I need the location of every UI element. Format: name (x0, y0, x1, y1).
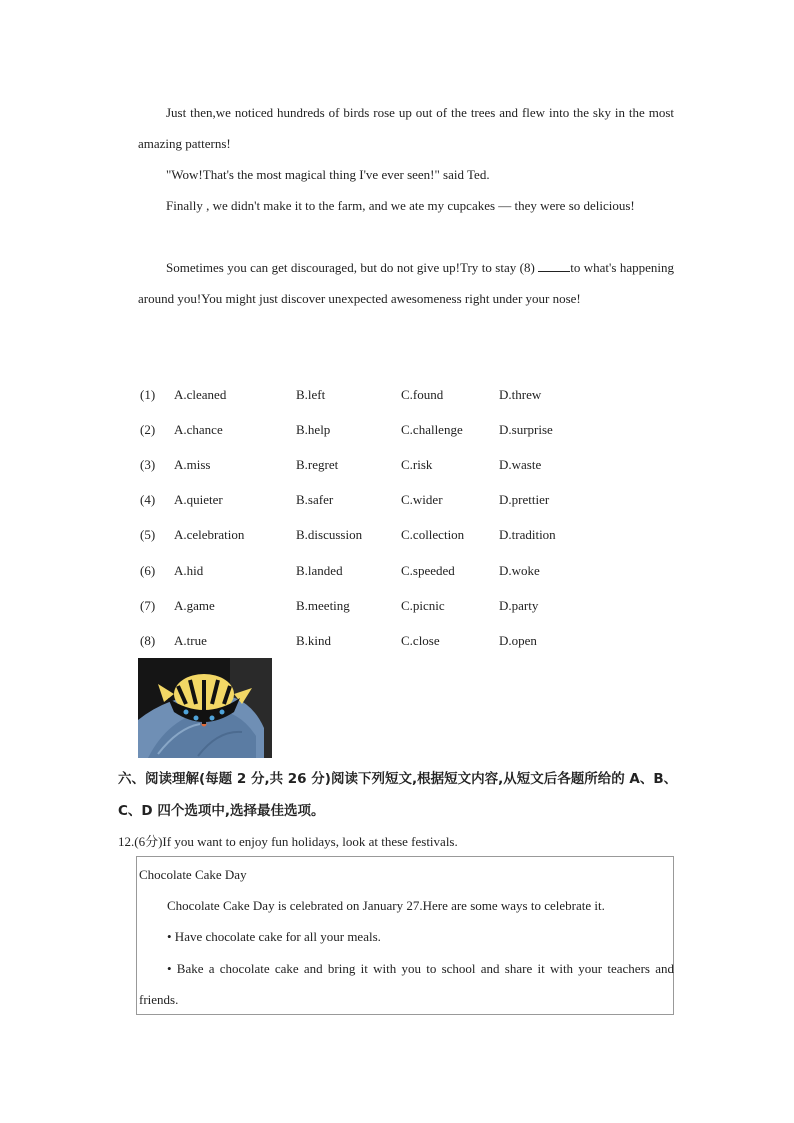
box-title: Chocolate Cake Day (139, 867, 247, 882)
option-number: (1) (140, 387, 156, 402)
passage-paragraph-2: "Wow!That's the most magical thing I've ever seen!" said Ted. (166, 167, 490, 182)
paragraph-4-after-blank: to what's happening around you!You might just discover unexpected awesomeness right under your nose! (138, 260, 674, 306)
section-6-title: 六、阅读理解(每题 2 分,共 26 分)阅读下列短文,根据短文内容,从短文后各题所给的 A、B、C、D 四个选项中,选择最佳选项。 (118, 771, 678, 819)
option-a: A.cleaned (174, 387, 227, 402)
option-b: B.meeting (296, 598, 350, 613)
option-c: C.collection (401, 527, 465, 542)
paragraph-4-before-blank: Sometimes you can get discouraged, but do not give up!Try to stay (8) (166, 260, 539, 275)
option-b: B.help (296, 422, 331, 437)
option-d: D.threw (499, 387, 542, 402)
box-bullet-2: • Bake a chocolate cake and bring it with you to school and share it with your teachers and friends. (139, 961, 674, 1007)
option-d: D.waste (499, 457, 542, 472)
option-a: A.quieter (174, 492, 223, 507)
option-d: D.party (499, 598, 539, 613)
passage-paragraph-3: Finally , we didn't make it to the farm, and we ate my cupcakes — they were so delicious! (166, 198, 635, 213)
passage-paragraph-4 (138, 252, 674, 314)
option-d: D.open (499, 633, 537, 648)
option-number: (7) (140, 598, 156, 613)
butterfly-icon (138, 658, 272, 758)
option-a: A.chance (174, 422, 223, 437)
box-intro: Chocolate Cake Day is celebrated on January 27.Here are some ways to celebrate it. (167, 898, 605, 913)
option-b: B.kind (296, 633, 332, 648)
box-bullet-1: • Have chocolate cake for all your meals. (167, 929, 381, 944)
option-d: D.tradition (499, 527, 556, 542)
option-a: A.game (174, 598, 215, 613)
option-number: (4) (140, 492, 156, 507)
option-c: C.found (401, 387, 444, 402)
question-12-stem: 12.(6分)If you want to enjoy fun holidays, look at these festivals. (118, 834, 458, 849)
option-d: D.prettier (499, 492, 550, 507)
passage-paragraph-1: Just then,we noticed hundreds of birds rose up out of the trees and flew into the sky in the most amazing patterns! (138, 105, 674, 151)
festival-box (136, 856, 674, 1015)
butterfly-photo (138, 658, 272, 758)
option-a: A.hid (174, 563, 204, 578)
option-number: (3) (140, 457, 156, 472)
option-b: B.landed (296, 563, 343, 578)
option-a: A.miss (174, 457, 211, 472)
option-c: C.speeded (401, 563, 455, 578)
option-c: C.wider (401, 492, 443, 507)
option-number: (8) (140, 633, 156, 648)
option-a: A.true (174, 633, 207, 648)
option-number: (6) (140, 563, 156, 578)
option-c: C.close (401, 633, 440, 648)
option-d: D.surprise (499, 422, 553, 437)
answer-blank-8 (538, 260, 570, 272)
option-b: B.discussion (296, 527, 363, 542)
option-b: B.safer (296, 492, 334, 507)
option-c: C.challenge (401, 422, 463, 437)
option-a: A.celebration (174, 527, 245, 542)
option-d: D.woke (499, 563, 540, 578)
option-b: B.regret (296, 457, 339, 472)
option-number: (5) (140, 527, 156, 542)
option-number: (2) (140, 422, 156, 437)
option-b: B.left (296, 387, 326, 402)
option-c: C.picnic (401, 598, 445, 613)
option-c: C.risk (401, 457, 433, 472)
